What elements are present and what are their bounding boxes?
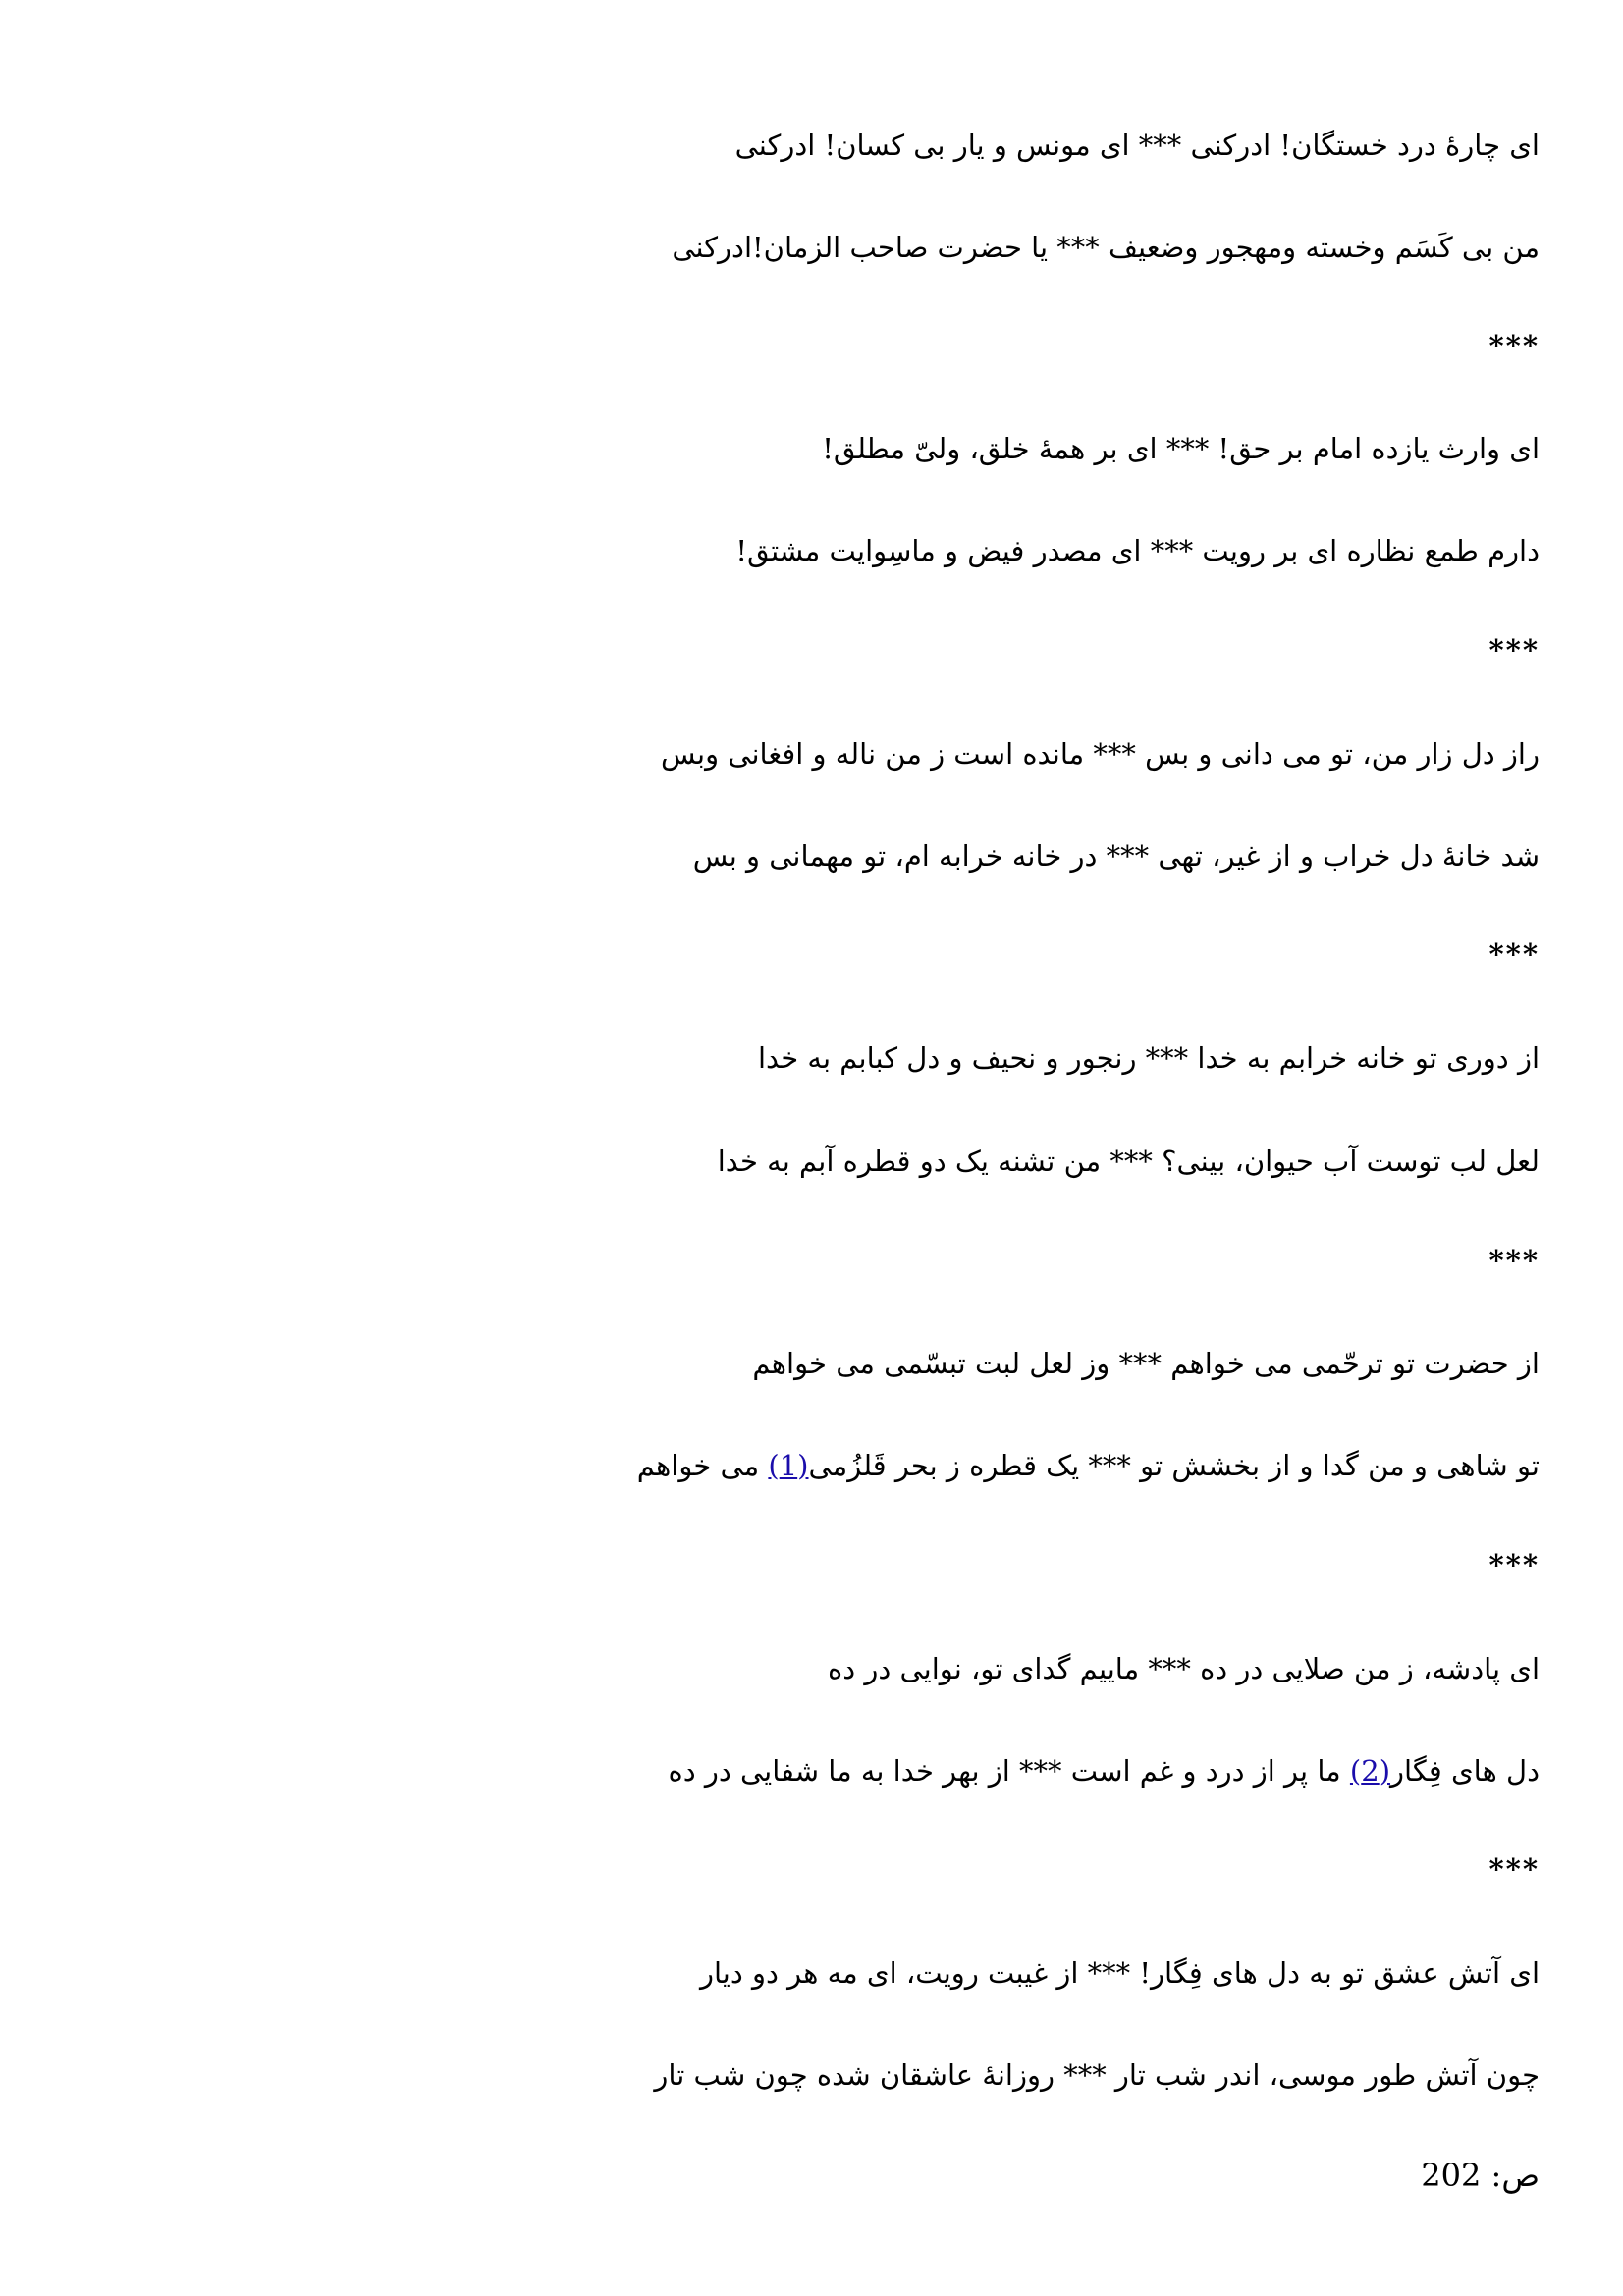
verse-line: ای آتش عشق تو به دل های فِگار! *** از غیبت رویت، ای مه هر دو دیار	[699, 1956, 1540, 1990]
stanza-separator: ***	[1488, 1548, 1540, 1581]
verse-line: شد خانهٔ دل خراب و از غیر، تهی *** در خانه خرابه ام، تو مهمانی و بس	[692, 839, 1540, 873]
verse-line: دارم طمع نظاره ای بر رویت *** ای مصدر فیض و ماسِوایت مشتق!	[735, 534, 1540, 567]
verse-line: راز دل زار من، تو می دانی و بس *** مانده است ز من ناله و افغانی وبس	[661, 737, 1540, 771]
verse-line: چون آتش طور موسی، اندر شب تار *** روزانهٔ عاشقان شده چون شب تار	[654, 2058, 1540, 2092]
stanza-separator: ***	[1488, 329, 1540, 362]
verse-text: می خواهم	[636, 1449, 769, 1482]
verse-line: من بی کَسَم وخسته ومهجور وضعیف *** یا حضرت صاحب الزمان!ادرکنی	[672, 231, 1540, 264]
verse-line: لعل لب توست آب حیوان، بینی؟ *** من تشنه یک دو قطره آبم به خدا	[717, 1145, 1540, 1178]
verse-line: از دوری تو خانه خرابم به خدا *** رنجور و نحیف و دل کبابم به خدا	[758, 1041, 1540, 1075]
stanza-separator: ***	[1488, 633, 1540, 667]
footnote-link-2[interactable]: (2)	[1349, 1754, 1391, 1788]
stanza-separator: ***	[1488, 1244, 1540, 1277]
verse-line: ای پادشه، ز من صلایی در ده *** ماییم گدای تو، نوایی در ده	[828, 1652, 1540, 1685]
footnote-link-1[interactable]: (1)	[768, 1449, 809, 1482]
verse-text: دل های فِگار	[1390, 1754, 1540, 1788]
verse-line-with-footnote	[165, 1751, 1540, 1790]
verse-line: از حضرت تو ترحّمی می خواهم *** وز لعل لبت تبسّمی می خواهم	[752, 1347, 1540, 1380]
page-number: ص: 202	[1421, 2157, 1540, 2194]
stanza-separator: ***	[1488, 937, 1540, 971]
verse-text: ما پر از درد و غم است *** از بهر خدا به ما شفایی در ده	[668, 1754, 1350, 1788]
verse-line: ای چارهٔ درد خستگان! ادرکنی *** ای مونس و یار بی کسان! ادرکنی	[734, 129, 1540, 162]
verse-text: تو شاهی و من گدا و از بخشش تو *** یک قطره ز بحر قَلزُمی	[808, 1449, 1540, 1482]
verse-line-with-footnote	[165, 1446, 1540, 1485]
verse-line: ای وارث یازده امام بر حق! *** ای بر همهٔ خلق، ولیّ مطلق!	[822, 432, 1540, 465]
stanza-separator: ***	[1488, 1852, 1540, 1886]
